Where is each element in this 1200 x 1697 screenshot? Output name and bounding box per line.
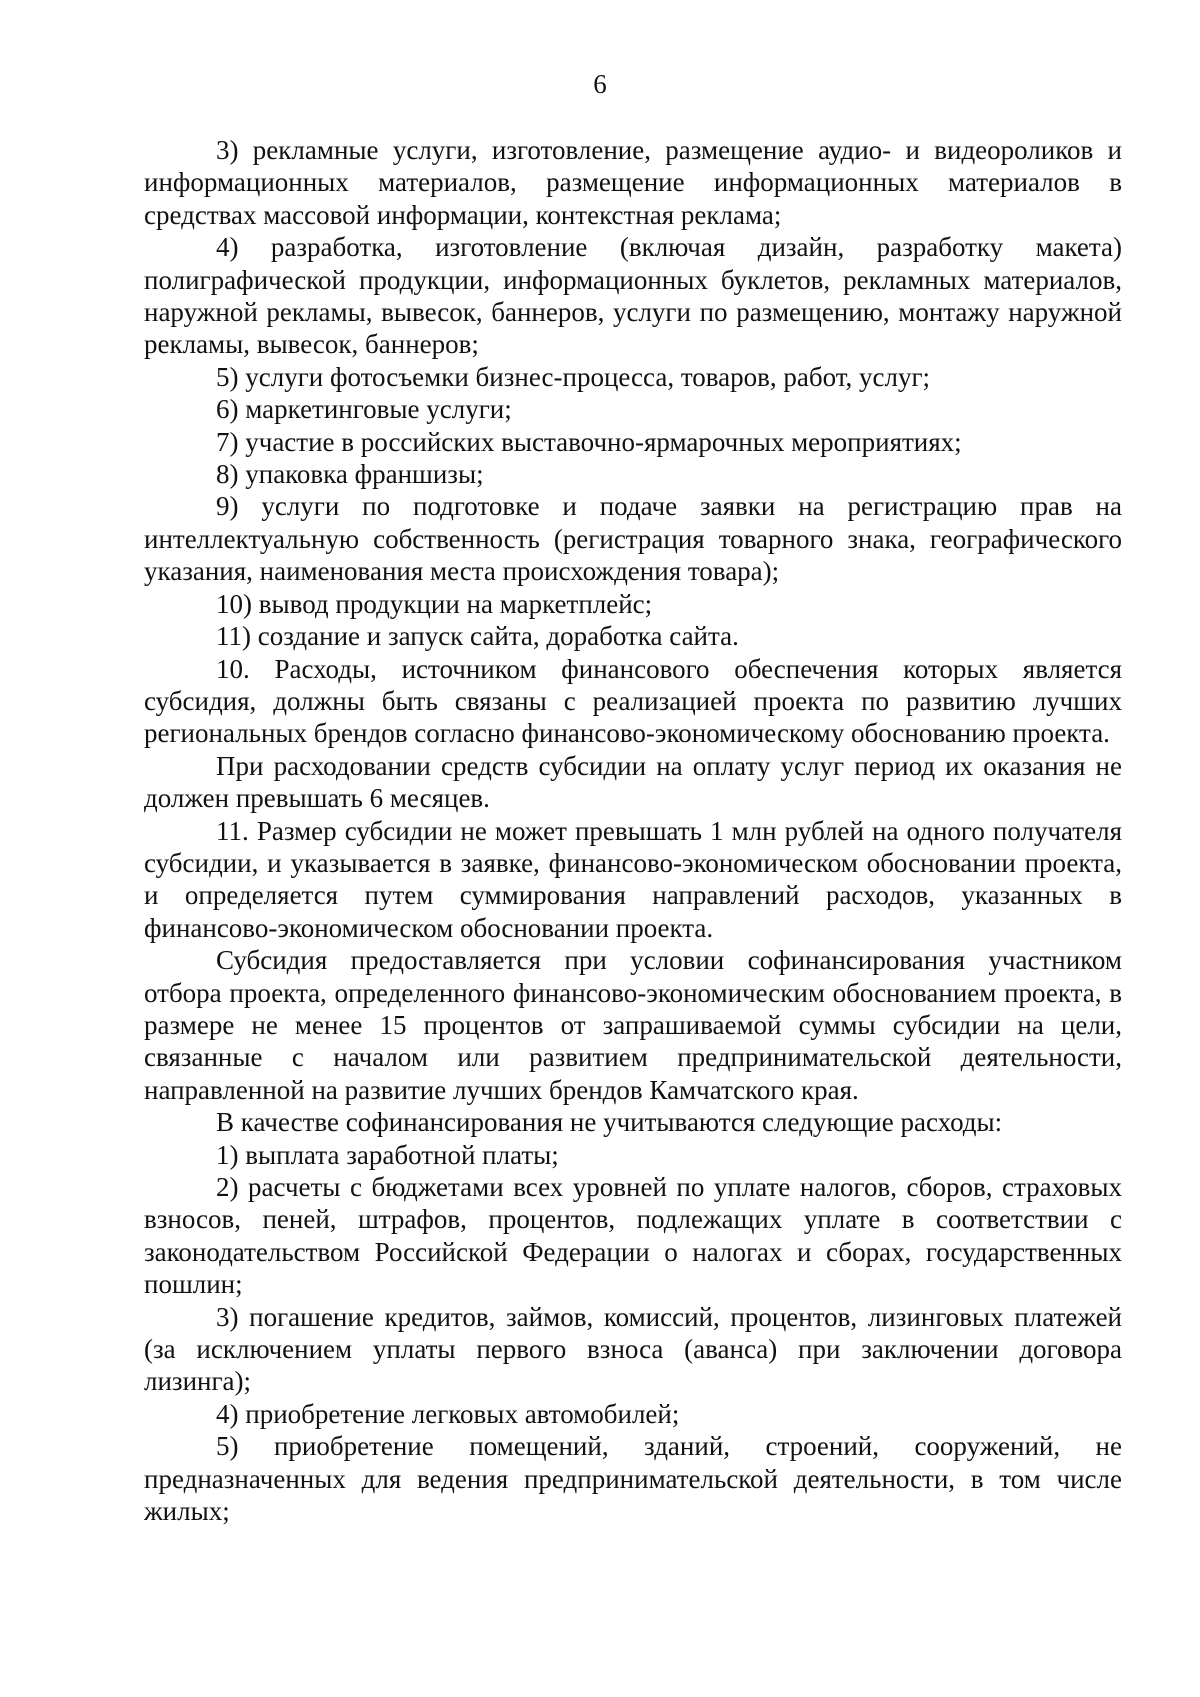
paragraph-exclusion-salary: 1) выплата заработной платы; (216, 1139, 559, 1170)
paragraph-cofinancing-condition: Субсидия предоставляется при условии софинансирования участником отбора проекта, определенного финансово-экономическим обоснованием проекта, в размере не менее 15 процентов от запрашиваемой суммы субсидии на цели, связанные с началом или развитием предпринимательской деятельности, направленной на развитие лучших брендов Камчатского края. (144, 945, 1122, 1105)
paragraph-exclusion-premises: 5) приобретение помещений, зданий, строений, сооружений, не предназначенных для ведения предпринимательской деятельности, в том числе жилых; (144, 1431, 1122, 1527)
paragraph-services-photo: 5) услуги фотосъемки бизнес-процесса, товаров, работ, услуг; (216, 361, 931, 392)
paragraph-services-ip-registration: 9) услуги по подготовке и подаче заявки на регистрацию прав на интеллектуальную собственность (регистрация товарного знака, географического указания, наименования места происхождения товара); (144, 491, 1122, 587)
paragraph-services-advertising: 3) рекламные услуги, изготовление, размещение аудио- и видеороликов и информационных материалов, размещение информационных материалов в средствах массовой информации, контекстная реклама; (144, 135, 1122, 230)
paragraph-services-marketing: 6) маркетинговые услуги; (216, 394, 512, 425)
paragraph-cofinancing-exclusions-intro: В качестве софинансирования не учитываются следующие расходы: (216, 1107, 1003, 1138)
paragraph-services-website: 11) создание и запуск сайта, доработка сайта. (216, 621, 739, 652)
paragraph-exclusion-taxes: 2) расчеты с бюджетами всех уровней по уплате налогов, сборов, страховых взносов, пеней, штрафов, процентов, подлежащих уплате в соответствии с законодательством Российской Федерации о налогах и сборах, государственных пошлин; (144, 1172, 1122, 1300)
paragraph-clause-10-period: При расходовании средств субсидии на оплату услуг период их оказания не должен превышать 6 месяцев. (144, 750, 1122, 814)
paragraph-services-exhibitions: 7) участие в российских выставочно-ярмарочных мероприятиях; (216, 426, 962, 457)
paragraph-services-printing: 4) разработка, изготовление (включая дизайн, разработку макета) полиграфической продукции, информационных буклетов, рекламных материалов, наружной рекламы, вывесок, баннеров, услуги по размещению, монтажу наружной рекламы, вывесок, баннеров; (144, 232, 1122, 360)
paragraph-services-franchise: 8) упаковка франшизы; (216, 459, 484, 490)
paragraph-services-marketplace: 10) вывод продукции на маркетплейс; (216, 588, 653, 619)
paragraph-exclusion-cars: 4) приобретение легковых автомобилей; (216, 1398, 680, 1429)
paragraph-clause-11: 11. Размер субсидии не может превышать 1 млн рублей на одного получателя субсидии, и указывается в заявке, финансово-экономическом обосновании проекта, и определяется путем суммирования направлений расходов, указанных в финансово-экономическом обосновании проекта. (144, 815, 1122, 943)
paragraph-clause-10: 10. Расходы, источником финансового обеспечения которых является субсидия, должны быть связаны с реализацией проекта по развитию лучших региональных брендов согласно финансово-экономическому обоснованию проекта. (144, 653, 1122, 749)
paragraph-exclusion-loans: 3) погашение кредитов, займов, комиссий, процентов, лизинговых платежей (за исключением уплаты первого взноса (аванса) при заключении договора лизинга); (144, 1301, 1122, 1397)
document-body (144, 134, 1122, 1527)
page-number: 6 (593, 69, 607, 99)
